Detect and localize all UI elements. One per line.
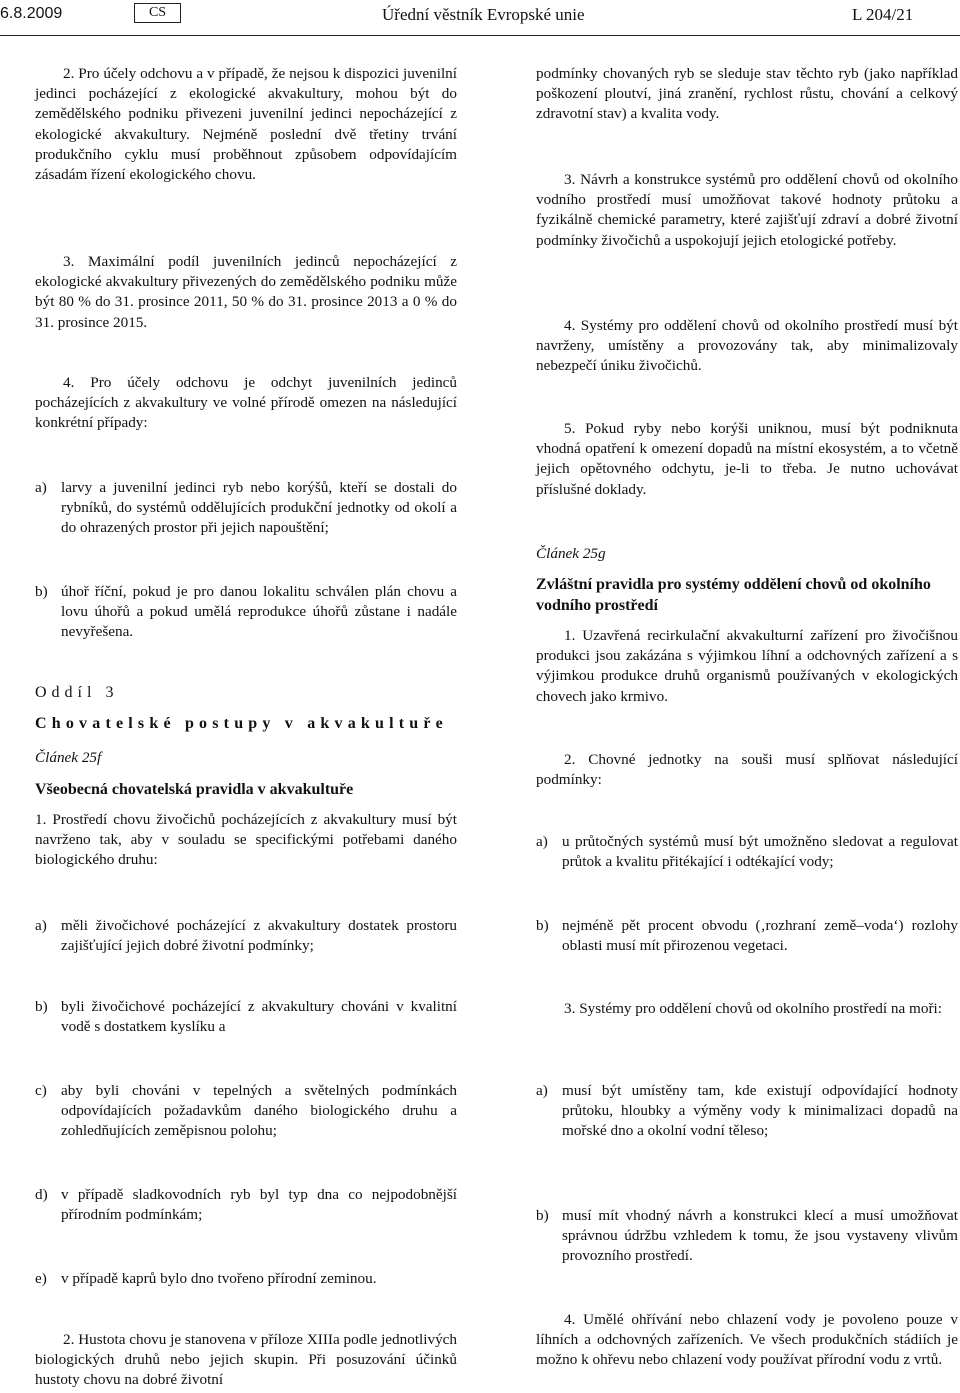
list-item bbox=[35, 1269, 457, 1289]
list-item bbox=[536, 916, 958, 956]
header-divider bbox=[0, 35, 960, 36]
paragraph-5: 5. Pokud ryby nebo korýši uniknou, musí být podniknuta vhodná opatření k omezení dopadů na místní ekosystém, a to včetně jejich opětovného odchytu, je-li to třeba. Je nutno uchovávat příslušné doklady. bbox=[536, 420, 958, 498]
list-label: a) bbox=[35, 479, 47, 496]
article-paragraph-1: 1. Prostředí chovu živočichů pocházejících z akvakultury musí být navrženo tak, aby v souladu se specifickými potřebami daného biologického druhu: bbox=[35, 811, 457, 869]
list-label: d) bbox=[35, 1186, 48, 1203]
list-label: b) bbox=[35, 998, 48, 1015]
list-label: e) bbox=[35, 1270, 47, 1287]
paragraph-4: 4. Systémy pro oddělení chovů od okolního prostředí musí být navrženy, umístěny a provozovány tak, aby minimalizovaly nebezpečí úniku živočichů. bbox=[536, 317, 958, 375]
article-paragraph-1: 1. Uzavřená recirkulační akvakulturní zařízení pro živočišnou produkci jsou zakázána s výjimkou líhní a odchovných zařízení a s výjimkou produkce druhů organismů používaných v ekologických chovech jako krmivo. bbox=[536, 627, 958, 705]
list-label: a) bbox=[536, 1082, 548, 1099]
list-label: a) bbox=[536, 833, 548, 850]
publication-date: 6.8.2009 bbox=[0, 5, 63, 22]
paragraph-3: 3. Návrh a konstrukce systémů pro oddělení chovů od okolního vodního prostředí musí umožňovat takové hodnoty průtoku a fyzikálně chemické parametry, které zajišťují zdraví a dobré životní podmínky živočichů a uspokojují jejich etologické potřeby. bbox=[536, 171, 958, 249]
list-text: larvy a juvenilní jedinci ryb nebo korýšů, kteří se dostali do rybníků, do systémů oddělujících produkční jednotky od okolí a do ohrazených prostor při jejich napouštění; bbox=[61, 479, 457, 537]
paragraph-2: 2. Pro účely odchovu a v případě, že nejsou k dispozici juvenilní jedinci pocházející z ekologické akvakultury, mohou být do zemědělského podniku přivezeni juvenilní jedinci nepocházející z ekologické akvakultury. Nejméně poslední dvě třetiny trvání produkčního cyklu musí proběhnout způsobem odpovídajícím zásadám řízení ekologického chovu. bbox=[35, 65, 457, 184]
list-label: b) bbox=[536, 1207, 549, 1224]
list-item bbox=[536, 1206, 958, 1267]
list-label: c) bbox=[35, 1082, 47, 1099]
list-text: byli živočichové pocházející z akvakultury chováni v kvalitní vodě s dostatkem kyslíku a bbox=[61, 998, 457, 1036]
list-item bbox=[35, 1185, 457, 1225]
section-title: Chovatelské postupy v akvakultuře bbox=[35, 715, 448, 732]
list-text: musí být umístěny tam, kde existují odpovídající hodnoty průtoku, hloubky a výměny vody k minimalizaci dopadů na mořské dno a okolní vodní těleso; bbox=[562, 1082, 958, 1140]
list-item bbox=[35, 1081, 457, 1142]
list-item bbox=[35, 997, 457, 1037]
paragraph-4: 4. Pro účely odchovu je odchyt juvenilních jedinců pocházejících z akvakultury ve volné přírodě omezen na následující konkrétní případy: bbox=[35, 374, 457, 432]
article-title: Zvláštní pravidla pro systémy oddělení chovů od okolního vodního prostředí bbox=[536, 576, 931, 614]
list-item bbox=[35, 478, 457, 539]
list-item bbox=[35, 582, 457, 643]
list-text: musí mít vhodný návrh a konstrukci klecí a musí umožňovat správnou údržbu vzhledem k tomu, že jsou vystaveny vlivům provozního prostředí. bbox=[562, 1207, 958, 1265]
article-paragraph-2: 2. Chovné jednotky na souši musí splňovat následující podmínky: bbox=[536, 751, 958, 789]
continued-paragraph: podmínky chovaných ryb se sleduje stav těchto ryb (jako například poškození ploutví, jiná zranění, rychlost růstu, chování a celkový zdravotní stav) a kvalita vody. bbox=[536, 65, 958, 123]
list-label: b) bbox=[536, 917, 549, 934]
list-label: a) bbox=[35, 917, 47, 934]
list-item bbox=[35, 916, 457, 956]
list-text: u průtočných systémů musí být umožněno sledovat a regulovat průtok a kvalitu přitékající i odtékající vody; bbox=[562, 833, 958, 871]
article-number: Článek 25g bbox=[536, 545, 606, 562]
list-item bbox=[536, 832, 958, 872]
journal-title: Úřední věstník Evropské unie bbox=[382, 5, 585, 24]
article-title: Všeobecná chovatelská pravidla v akvakultuře bbox=[35, 781, 354, 798]
article-number: Článek 25f bbox=[35, 749, 102, 766]
article-paragraph-4: 4. Umělé ohřívání nebo chlazení vody je povoleno pouze v líhních a odchovných zařízeních. Ve všech produkčních stádiích je možno k ohřevu nebo chlazení vody používat přírodní vodu z vrtů. bbox=[536, 1311, 958, 1369]
list-text: měli živočichové pocházející z akvakultury dostatek prostoru zajišťující jejich dobré životní podmínky; bbox=[61, 917, 457, 955]
list-text: úhoř říční, pokud je pro danou lokalitu schválen plán chovu a lovu úhořů a pokud umělá reprodukce úhořů zůstane i nadále nevyřešena. bbox=[61, 583, 457, 641]
page-number: L 204/21 bbox=[852, 5, 914, 24]
list-text: v případě sladkovodních ryb byl typ dna co nejpodobnější přírodním podmínkám; bbox=[61, 1186, 457, 1224]
list-text: aby byli chováni v tepelných a světelných podmínkách odpovídajících požadavkům daného biologického druhu a zohledňujících zeměpisnou polohu; bbox=[61, 1082, 457, 1140]
list-text: v případě kaprů bylo dno tvořeno přírodní zeminou. bbox=[61, 1270, 377, 1287]
article-paragraph-3: 3. Systémy pro oddělení chovů od okolního prostředí na moři: bbox=[564, 1000, 942, 1017]
list-item bbox=[536, 1081, 958, 1142]
paragraph-3: 3. Maximální podíl juvenilních jedinců nepocházející z ekologické akvakultury přivezených do zemědělského podniku může být 80 % do 31. prosince 2011, 50 % do 31. prosince 2013 a 0 % do 31. prosince 2015. bbox=[35, 253, 457, 331]
section-label: Oddíl 3 bbox=[35, 684, 119, 701]
page-header bbox=[0, 0, 960, 36]
article-paragraph-2: 2. Hustota chovu je stanovena v příloze XIIIa podle jednotlivých biologických druhů nebo jejich skupin. Při posuzování účinků hustoty chovu na dobré životní bbox=[35, 1331, 457, 1389]
language-badge: CS bbox=[134, 3, 181, 23]
list-label: b) bbox=[35, 583, 48, 600]
list-text: nejméně pět procent obvodu (‚rozhraní země–voda‘) rozlohy oblasti musí mít přirozenou vegetaci. bbox=[562, 917, 958, 955]
